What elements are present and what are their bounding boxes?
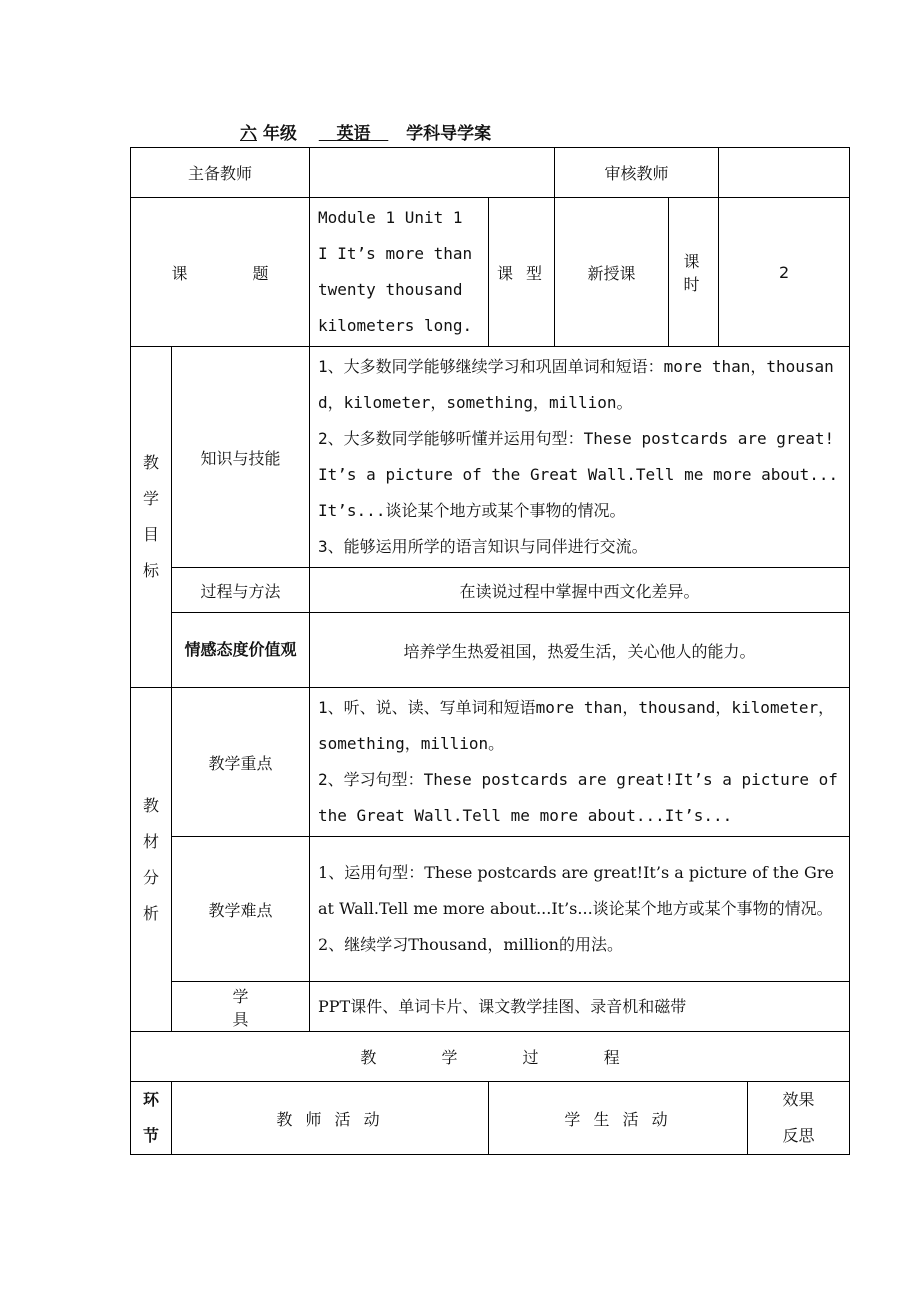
difficult-point-line: 1、运用句型：These postcards are great!It’s a picture of the Great Wall.Tell me more about...It’s...谈论某个地方或某个事物的情况。	[318, 863, 834, 918]
lesson-type-value: 新授课	[555, 198, 669, 347]
knowledge-line: 3、能够运用所学的语言知识与同伴进行交流。	[318, 537, 648, 556]
topic-label: 课 题	[131, 198, 310, 347]
grade-value: 六	[240, 124, 257, 144]
class-hours-label: 课 时	[669, 198, 719, 347]
tools-value: PPT课件、单词卡片、课文教学挂图、录音机和磁带	[310, 982, 850, 1032]
review-teacher-label: 审核教师	[555, 148, 719, 198]
key-points-content	[310, 688, 850, 837]
subject-value: 英语	[336, 124, 371, 144]
lesson-type-label: 课 型	[489, 198, 555, 347]
emotion-values-label: 情感态度价值观	[172, 613, 310, 688]
process-method-label: 过程与方法	[172, 568, 310, 613]
difficult-point-line: 2、继续学习Thousand，million的用法。	[318, 935, 623, 954]
stage-column-header: 环节	[131, 1082, 172, 1155]
analysis-section-label: 教 材 分 析	[131, 688, 172, 1032]
topic-value: Module 1 Unit 1 I It’s more than twenty thousand kilometers long.	[310, 198, 489, 347]
process-method-value: 在读说过程中掌握中西文化差异。	[310, 568, 850, 613]
knowledge-line: 2、大多数同学能够听懂并运用句型：These postcards are great!It’s a picture of the Great Wall.Tell me more about...It’s...谈论某个地方或某个事物的情况。	[318, 429, 839, 520]
emotion-values-value: 培养学生热爱祖国，热爱生活，关心他人的能力。	[310, 613, 850, 688]
objectives-section-label: 教 学 目 标	[131, 347, 172, 688]
knowledge-skills-content	[310, 347, 850, 568]
difficult-points-label: 教学难点	[172, 837, 310, 982]
class-hours-value: 2	[719, 198, 850, 347]
key-points-label: 教学重点	[172, 688, 310, 837]
difficult-points-content	[310, 837, 850, 982]
reflection-column-header: 效果反思	[748, 1082, 850, 1155]
lead-teacher-label: 主备教师	[131, 148, 310, 198]
knowledge-skills-label: 知识与技能	[172, 347, 310, 568]
doc-type: 学科导学案	[406, 124, 492, 144]
grade-suffix: 年级	[262, 124, 297, 144]
key-point-line: 2、学习句型：These postcards are great!It’s a picture of the Great Wall.Tell me more about...It’s...	[318, 770, 838, 825]
student-activity-column-header: 学 生 活 动	[489, 1082, 748, 1155]
document-title	[240, 119, 491, 144]
review-teacher-value	[719, 148, 850, 198]
lesson-plan-table	[130, 147, 850, 1155]
tools-label: 学 具	[172, 982, 310, 1032]
teacher-activity-column-header: 教 师 活 动	[172, 1082, 489, 1155]
lead-teacher-value	[310, 148, 555, 198]
knowledge-line: 1、大多数同学能够继续学习和巩固单词和短语：more than，thousand，kilometer，something，million。	[318, 357, 834, 412]
teaching-process-heading: 教 学 过 程	[131, 1032, 850, 1082]
key-point-line: 1、听、说、读、写单词和短语more than，thousand，kilometer，something，million。	[318, 698, 835, 753]
